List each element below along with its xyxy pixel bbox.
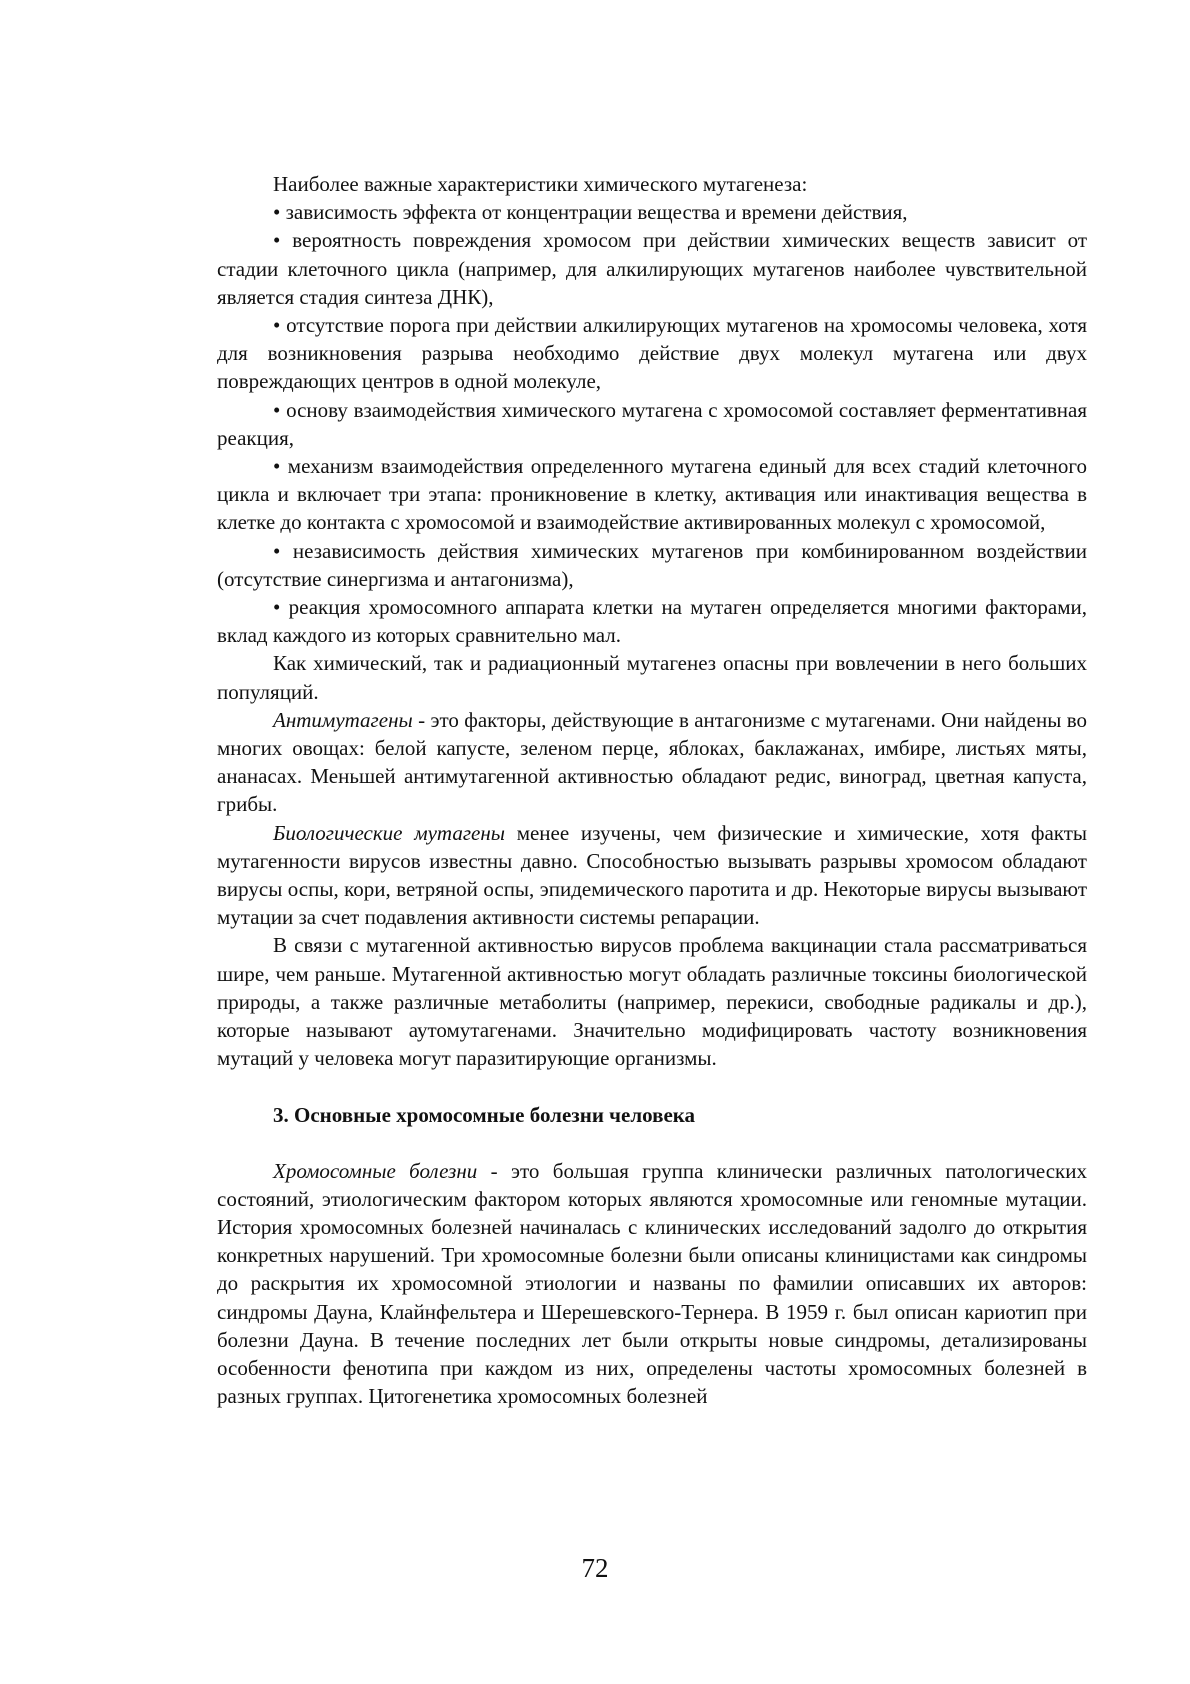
page-body [217,170,1087,1410]
term-chromosome-diseases: Хромосомные болезни [273,1158,478,1183]
term-antimutagens: Антимутагены [273,707,413,732]
page-number: 72 [581,1553,609,1583]
list-item-independence: • независимость действия химических мутагенов при комбинированном воздействии (отсутствие синергизма и антагонизма), [217,538,1087,591]
section-heading: 3. Основные хромосомные болезни человека [273,1102,696,1127]
bio-mutagens-text: менее изучены, чем физические и химические, хотя факты мутагенности вирусов известны давно. Способностью вызывать разрывы хромосом обладают вирусы оспы, кори, ветряной оспы, эпидемического паротита и др. Некоторые вирусы вызывают мутации за счет подавления активности системы репарации. [217,820,1088,930]
list-item-reaction: • реакция хромосомного аппарата клетки на мутаген определяется многими факторами, вклад каждого из которых сравнительно мал. [217,595,1087,648]
list-item-concentration: • зависимость эффекта от концентрации вещества и времени действия, [273,200,908,225]
antimutagens-text: - это факторы, действующие в антагонизме с мутагенами. Они найдены во многих овощах: белой капусте, зеленом перце, яблоках, баклажанах, имбире, листьях мяты, ананасах. Меньшей антимутагенной активностью обладают редис, виноград, цветная капуста, грибы. [217,707,1087,817]
list-item-enzymatic: • основу взаимодействия химического мутагена с хромосомой составляет ферментативная реакция, [217,397,1087,450]
paragraph-chromosome-diseases [217,1157,1087,1411]
term-bio-mutagens: Биологические мутагены [273,820,505,845]
list-item-cell-cycle: • вероятность повреждения хромосом при действии химических веществ зависит от стадии клеточного цикла (например, для алкилирующих мутагенов наиболее чувствительной является стадия синтеза ДНК), [217,228,1087,309]
paragraph-bio-mutagens [217,819,1087,932]
chromosome-diseases-text: - это большая группа клинически различных патологических состояний, этиологическим фактором которых являются хромосомные или геномные мутации. История хромосомных болезней начиналась с клинических исследований задолго до открытия конкретных нарушений. Три хромосомные болезни были описаны клиницистами как синдромы до раскрытия их хромосомной этиологии и названы по фамилии описавших их авторов: синдромы Дауна, Клайнфельтера и Шерешевского-Тернера. В 1959 г. был описан кариотип при болезни Дауна. В течение последних лет были открыты новые синдромы, детализированы особенности фенотипа при каждом из них, определены частоты хромосомных болезней в разных группах. Цитогенетика хромосомных болезней [217,1158,1087,1409]
paragraph-vaccination: В связи с мутагенной активностью вирусов проблема вакцинации стала рассматриваться шире, чем раньше. Мутагенной активностью могут обладать различные токсины биологической природы, а также различные метаболиты (например, перекиси, свободные радикалы и др.), которые называют аутомутагенами. Значительно модифицировать частоту возникновения мутаций у человека могут паразитирующие организмы. [217,933,1087,1071]
list-item-no-threshold: • отсутствие порога при действии алкилирующих мутагенов на хромосомы человека, хотя для возникновения разрыва необходимо действие двух молекул мутагена или двух повреждающих центров в одной молекуле, [217,313,1087,394]
paragraph-antimutagens [217,706,1087,819]
list-item-mechanism: • механизм взаимодействия определенного мутагена единый для всех стадий клеточного цикла и включает три этапа: проникновение в клетку, активация или инактивация вещества в клетке до контакта с хромосомой и взаимодействие активированных молекул с хромосомой, [217,454,1087,535]
paragraph-mutagenesis-danger: Как химический, так и радиационный мутагенез опасны при вовлечении в него больших популяций. [217,651,1087,704]
paragraph-intro: Наиболее важные характеристики химического мутагенеза: [273,172,808,196]
